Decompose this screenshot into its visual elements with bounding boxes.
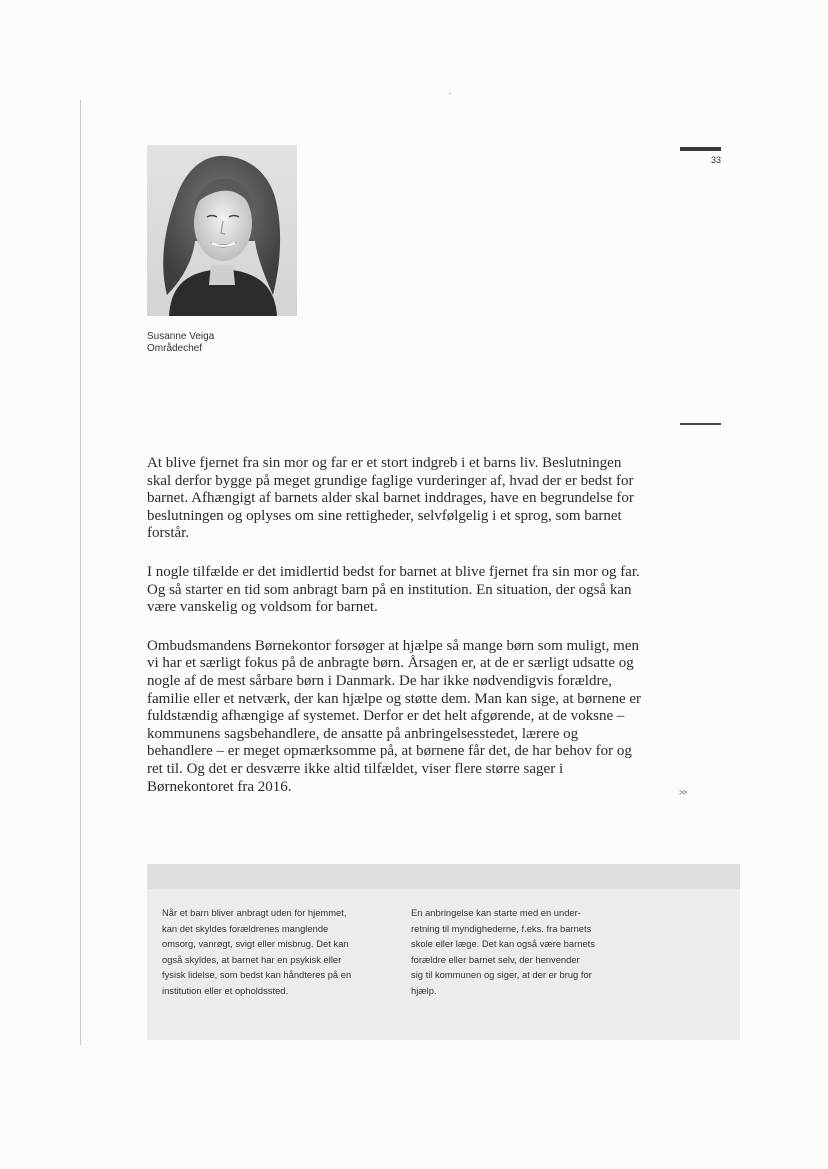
page-margin-rule (80, 100, 81, 1045)
body-paragraph: I nogle tilfælde er det imidlertid bedst for barnet at blive fjernet fra sin mor og far. Og så starter en tid som anbragt barn på en institution. En situation, der også kan være vanskelig og voldsom for barnet. (147, 563, 640, 616)
person-title: Områdechef (147, 343, 203, 354)
article-body (147, 455, 647, 817)
continue-mark: >> (679, 788, 687, 797)
fact-box-left-column: Når et barn bliver anbragt uden for hjemmet, kan det skyldes forældrenes manglende omsorg, vanrøgt, svigt eller misbrug. Det kan også skyldes, at barnet har en psykisk eller fysisk lidelse, som bedst kan håndteres på en institution eller et opholdssted. (162, 907, 352, 996)
body-paragraph: Ombudsmandens Børnekontor forsøger at hjælpe så mange børn som muligt, men vi har et særligt fokus på de anbragte børn. Årsagen er, at de er særligt udsatte og nogle af de mest sårbare børn i Danmark. De har ikke nødvendigvis forældre, familie eller et netværk, der kan hjælpe og støtte dem. Man kan sige, at børnene er fuldstændig afhængige af systemet. Derfor er det helt afgørende, at de voksne – kommunens sagsbehandlere, de ansatte på anbringelsesstedet, lærere og behandlere – er meget opmærksomme på, at børnene får det, de har behov for og ret til. Og det er desværre ikke altid tilfældet, viser flere større sager i Børnekontoret fra 2016. (147, 637, 642, 795)
fact-box (147, 864, 740, 1040)
portrait-caption (147, 331, 214, 355)
scan-speck (449, 93, 451, 94)
portrait-photo (147, 145, 297, 316)
portrait-illustration (147, 145, 297, 316)
side-margin-rule (680, 423, 721, 425)
page-number-rule (680, 147, 721, 151)
person-name: Susanne Veiga (147, 331, 215, 342)
fact-box-right-column: En anbringelse kan starte med en under- retning til myndighederne, f.eks. fra barnets skole eller læge. Det kan også være barnets forældre eller barnet selv, der henvender sig til kommunen og siger, at der er brug for hjælp. (411, 907, 595, 996)
body-paragraph: At blive fjernet fra sin mor og far er et stort indgreb i et barns liv. Beslutningen skal derfor bygge på meget grundige faglige vurderinger af, hvad der er bedst for barnet. Afhængigt af barnets alder skal barnet inddrages, have en begrundelse for beslutningen og oplyses om sine rettigheder, selvfølgelig i et sprog, som barnet forstår. (147, 455, 634, 542)
page-number: 33 (710, 155, 721, 165)
fact-box-header-band (147, 864, 740, 889)
